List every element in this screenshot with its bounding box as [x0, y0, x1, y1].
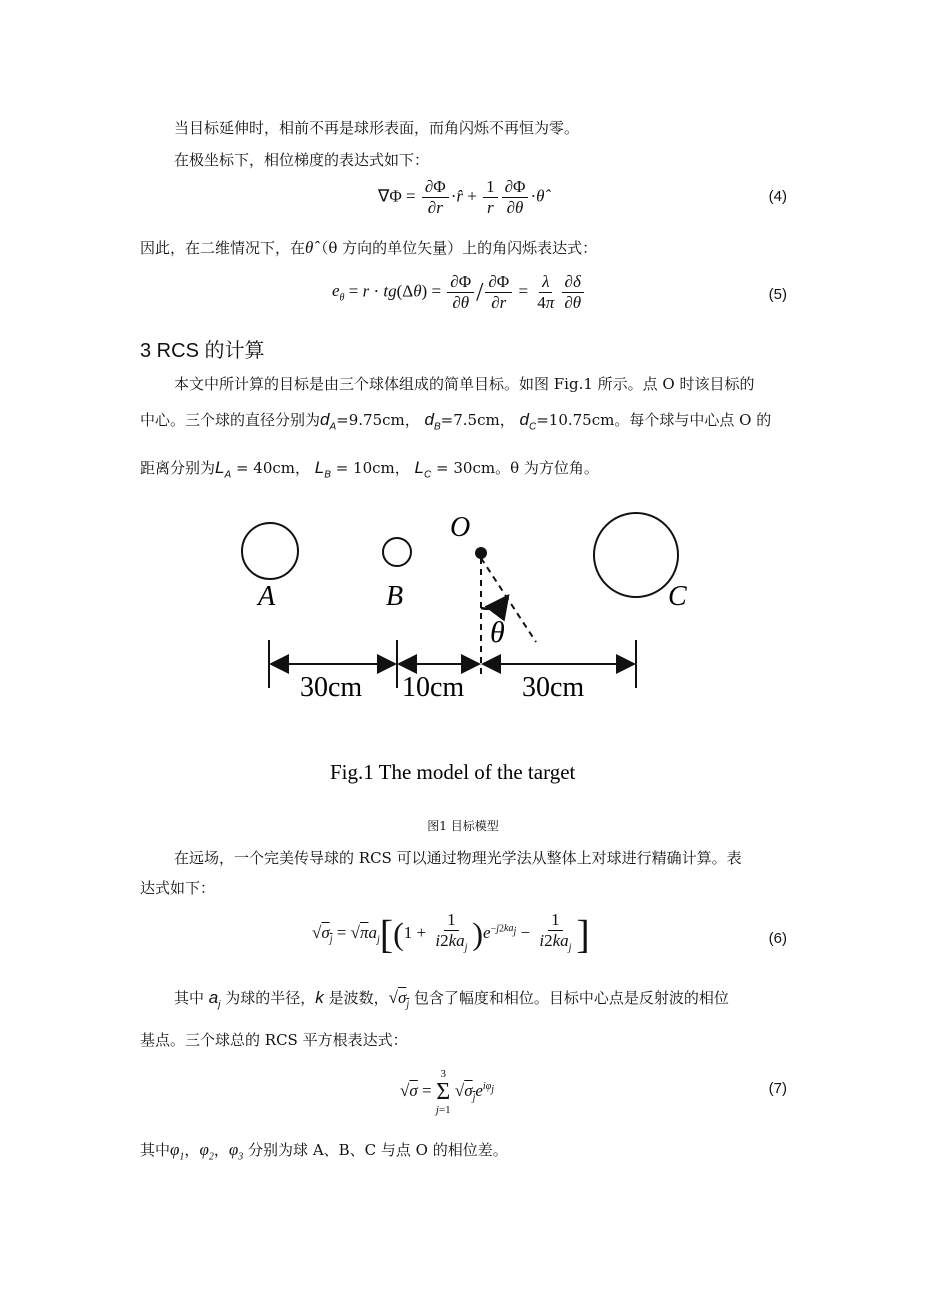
- dim-label-2: 10cm: [402, 672, 465, 703]
- section-heading: 3 RCS 的计算: [140, 340, 265, 362]
- paragraph-3-part-a: 因此，在二维情况下，在: [140, 239, 306, 257]
- paragraph-6-part-b: = 40cm，: [235, 459, 310, 477]
- target-model-figure: [0, 500, 926, 800]
- figure-caption-cn: 图1 目标模型: [427, 819, 499, 833]
- equation-6: $√\sigma_j = √\pi a_j[(1$ + $\frac{1}{i2ka_j}$ )$e^{-j2ka_j}$ − $\frac{1}{i2ka_j}$ ]: [312, 910, 590, 957]
- paragraph-5-part-b: =9.75cm，: [336, 411, 420, 429]
- label-c: C: [668, 581, 687, 612]
- sphere-b: [383, 538, 411, 566]
- paragraph-9-part-d: 包含了幅度和相位。目标中心点是反射波的相位: [413, 989, 729, 1007]
- dim-label-1: 30cm: [300, 672, 363, 703]
- paragraph-2: 在极坐标下，相位梯度的表达式如下：: [174, 151, 430, 169]
- paragraph-4: 本文中所计算的目标是由三个球体组成的简单目标。如图 Fig.1 所示。点 O 时该目标的: [174, 375, 755, 393]
- theta-arc: [481, 596, 508, 609]
- paragraph-6-part-d: = 30cm。θ 为方位角。: [436, 459, 599, 477]
- paragraph-9-part-c: 是波数，: [328, 989, 389, 1007]
- label-b: B: [386, 581, 404, 612]
- equation-4: ∇Φ = $\frac{\partial\Phi}{\partial r}$ ·r̂ + $\frac{1}{r}$ $\frac{\partial\Phi}{\partial\theta}$ ·θ̂: [378, 177, 545, 217]
- label-a: A: [258, 581, 276, 612]
- equation-number-5: (5): [768, 286, 787, 303]
- paragraph-3-part-b: （θ 方向的单位矢量）上的角闪烁表达式：: [313, 239, 598, 257]
- paragraph-5-part-a: 中心。三个球的直径分别为: [140, 411, 321, 429]
- dim-label-3: 30cm: [522, 672, 585, 703]
- paragraph-3: 因此，在二维情况下，在θ̂（θ 方向的单位矢量）上的角闪烁表达式：: [140, 238, 598, 257]
- label-o: O: [450, 512, 471, 543]
- equation-number-4: (4): [768, 188, 787, 205]
- paragraph-9: 其中 $a_j$ 为球的半径，k 是波数，$√\sigma_j$ 包含了幅度和相位。目标中心点是反射波的相位: [174, 988, 729, 1011]
- equation-number-7: (7): [768, 1080, 787, 1097]
- figure-caption-en: Fig.1 The model of the target: [330, 760, 576, 784]
- paragraph-10: 基点。三个球总的 RCS 平方根表达式：: [140, 1031, 408, 1049]
- paragraph-11: 其中$\varphi_1$，$\varphi_2$，$\varphi_3$ 分别为球 A、B、C 与点 O 的相位差。: [140, 1140, 508, 1163]
- paragraph-6-part-c: = 10cm，: [335, 459, 410, 477]
- paragraph-9-part-b: 为球的半径，: [225, 989, 316, 1007]
- paragraph-9-part-a: 其中: [174, 989, 205, 1007]
- paragraph-8: 达式如下：: [140, 879, 216, 897]
- paragraph-5-part-d: =10.75cm。每个球与中心点 O 的: [536, 411, 772, 429]
- equation-7: √σ = 3 Σ j=1 $√\sigma_je^{i\varphi_j}$: [400, 1068, 495, 1116]
- paragraph-1: 当目标延伸时，相前不再是球形表面，而角闪烁不再恒为零。: [174, 119, 580, 137]
- equation-5: $e_\theta = r \cdot tg(\Delta\theta)$ = $\frac{\partial\Phi}{\partial\theta}$ / $\frac{\partial\Phi}{\partial r}$ = $\frac{\lambda}{4\pi}$ $\frac{\partial\delta}{\partial\theta}$: [332, 272, 586, 313]
- sphere-a: [242, 523, 298, 579]
- paragraph-7: 在远场，一个完美传导球的 RCS 可以通过物理光学法从整体上对球进行精确计算。表: [174, 849, 742, 867]
- paragraph-11-part-b: 分别为球 A、B、C 与点 O 的相位差。: [248, 1141, 508, 1159]
- paragraph-5-part-c: =7.5cm，: [440, 411, 515, 429]
- paragraph-6-part-a: 距离分别为: [140, 459, 216, 477]
- paragraph-6: 距离分别为$L_A = 40cm$， $L_B = 10cm$， $L_C = 30cm$。θ 为方位角。: [140, 458, 599, 481]
- center-point-o: [475, 547, 487, 559]
- paragraph-5: 中心。三个球的直径分别为$d_A=9.75cm$， $d_B=7.5cm$， $d_C=10.75cm$。每个球与中心点 O 的: [140, 410, 772, 433]
- equation-number-6: (6): [768, 930, 787, 947]
- label-theta: θ: [490, 616, 505, 649]
- paragraph-11-part-a: 其中: [140, 1141, 171, 1159]
- sphere-c: [594, 513, 678, 597]
